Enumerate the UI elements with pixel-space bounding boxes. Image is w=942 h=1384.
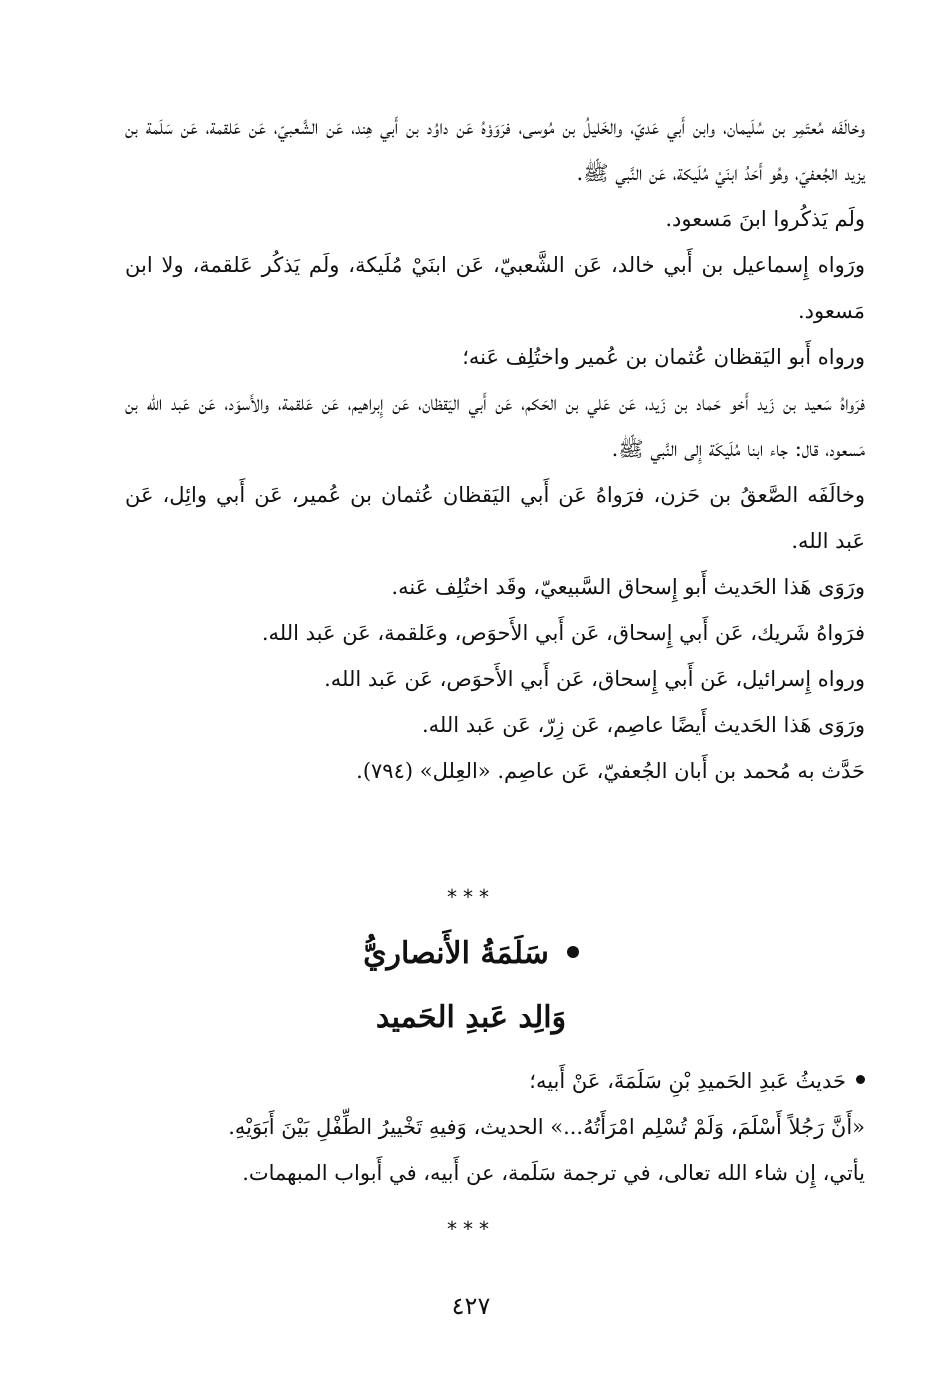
end-separator: ***: [447, 1217, 495, 1241]
hadith-note: يأتي، إِن شاء الله تعالى، في ترجمة سَلَمة، عن أَبيه، في أَبواب المبهمات.: [242, 1161, 865, 1185]
main-text-block: [125, 104, 865, 794]
paragraph-6: وخالَفَه الصَّعقُ بن حَزن، فرَواهُ عَن أَبي اليَقظان عُثمان بن عُمير، عَن أَبي وائِل، عَن عَبد الله.: [125, 483, 865, 553]
bullet-icon: [567, 946, 579, 958]
paragraph-10: ورَوَى هَذا الحَديث أَيضًا عاصِم، عَن زِرّ، عَن عَبد الله.: [421, 713, 865, 737]
paragraph-3: ورَواه إِسماعيل بن أَبي خالد، عَن الشَّعبيّ، عَن ابنَيْ مُلَيكة، ولَم يَذكُر عَلقمة، ولا ابن مَسعود.: [125, 253, 865, 323]
hadith-heading: [125, 1058, 865, 1104]
section-title-text: سَلَمَةُ الأَنصاريُّ: [363, 936, 549, 971]
paragraph-11: حَدَّث به مُحمد بن أَبان الجُعفيّ، عَن عاصِم. «العِلل» (٧٩٤).: [356, 759, 865, 783]
paragraph-5: فرَواهُ سَعيد بن زَيد أَخو حَماد بن زَيد، عَن عَلي بن الحَكم، عَن أَبي اليَقظان، عَن إِبراهيم، عَن عَلقمة، والأَسوَد، عَن عَبد الله بن مَسعود، قال: جاء ابنا مُلَيكَة إِلى النَّبي ﷺ.: [125, 391, 865, 461]
paragraph-8: فرَواهُ شَريك، عَن أَبي إِسحاق، عَن أَبي الأَحوَص، وعَلقمة، عَن عَبد الله.: [261, 621, 865, 645]
paragraph-4: ورواه أَبو اليَقظان عُثمان بن عُمير واختُلِف عَنه؛: [462, 345, 865, 369]
paragraph-2: ولَم يَذكُروا ابنَ مَسعود.: [665, 207, 865, 231]
bullet-icon: [856, 1075, 865, 1084]
section-separator: ***: [447, 885, 495, 909]
section-title: [0, 932, 942, 976]
hadith-quote: «أَنَّ رَجُلاً أَسْلَمَ، وَلَمْ تُسْلِم امْرَأَتُهُ...» الحديث، وَفيهِ تَخْييرُ الطِّفْلِ بَيْنَ أَبَوَيْهِ.: [228, 1115, 865, 1139]
hadith-heading-text: حَديثُ عَبدِ الحَميدِ بْنِ سَلَمَةَ، عَنْ أَبيه؛: [529, 1069, 846, 1093]
paragraph-1: وخالَفَه مُعتَمِر بن سُلَيمان، وابن أَبي عَديّ، والخَليلُ بن مُوسى، فرَوَوْهُ عَن داوُد بن أَبي هِند، عَن الشَّعبيّ، عَن عَلقمة، عَن سَلَمة بن يزيد الجُعفيّ، وهُو أَحَدُ ابنَيْ مُلَيكة، عَن النَّبي ﷺ.: [125, 115, 865, 185]
page-number: ٤٢٧: [451, 1292, 491, 1320]
paragraph-9: ورواه إِسرائيل، عَن أَبي إِسحاق، عَن أَبي الأَحوَص، عَن عَبد الله.: [324, 667, 865, 691]
section-subtitle: وَالِد عَبدِ الحَميد: [375, 1000, 567, 1035]
hadith-block: [125, 1058, 865, 1196]
paragraph-7: ورَوَى هَذا الحَديث أَبو إِسحاق السَّبيعيّ، وقَد اختُلِف عَنه.: [391, 575, 865, 599]
